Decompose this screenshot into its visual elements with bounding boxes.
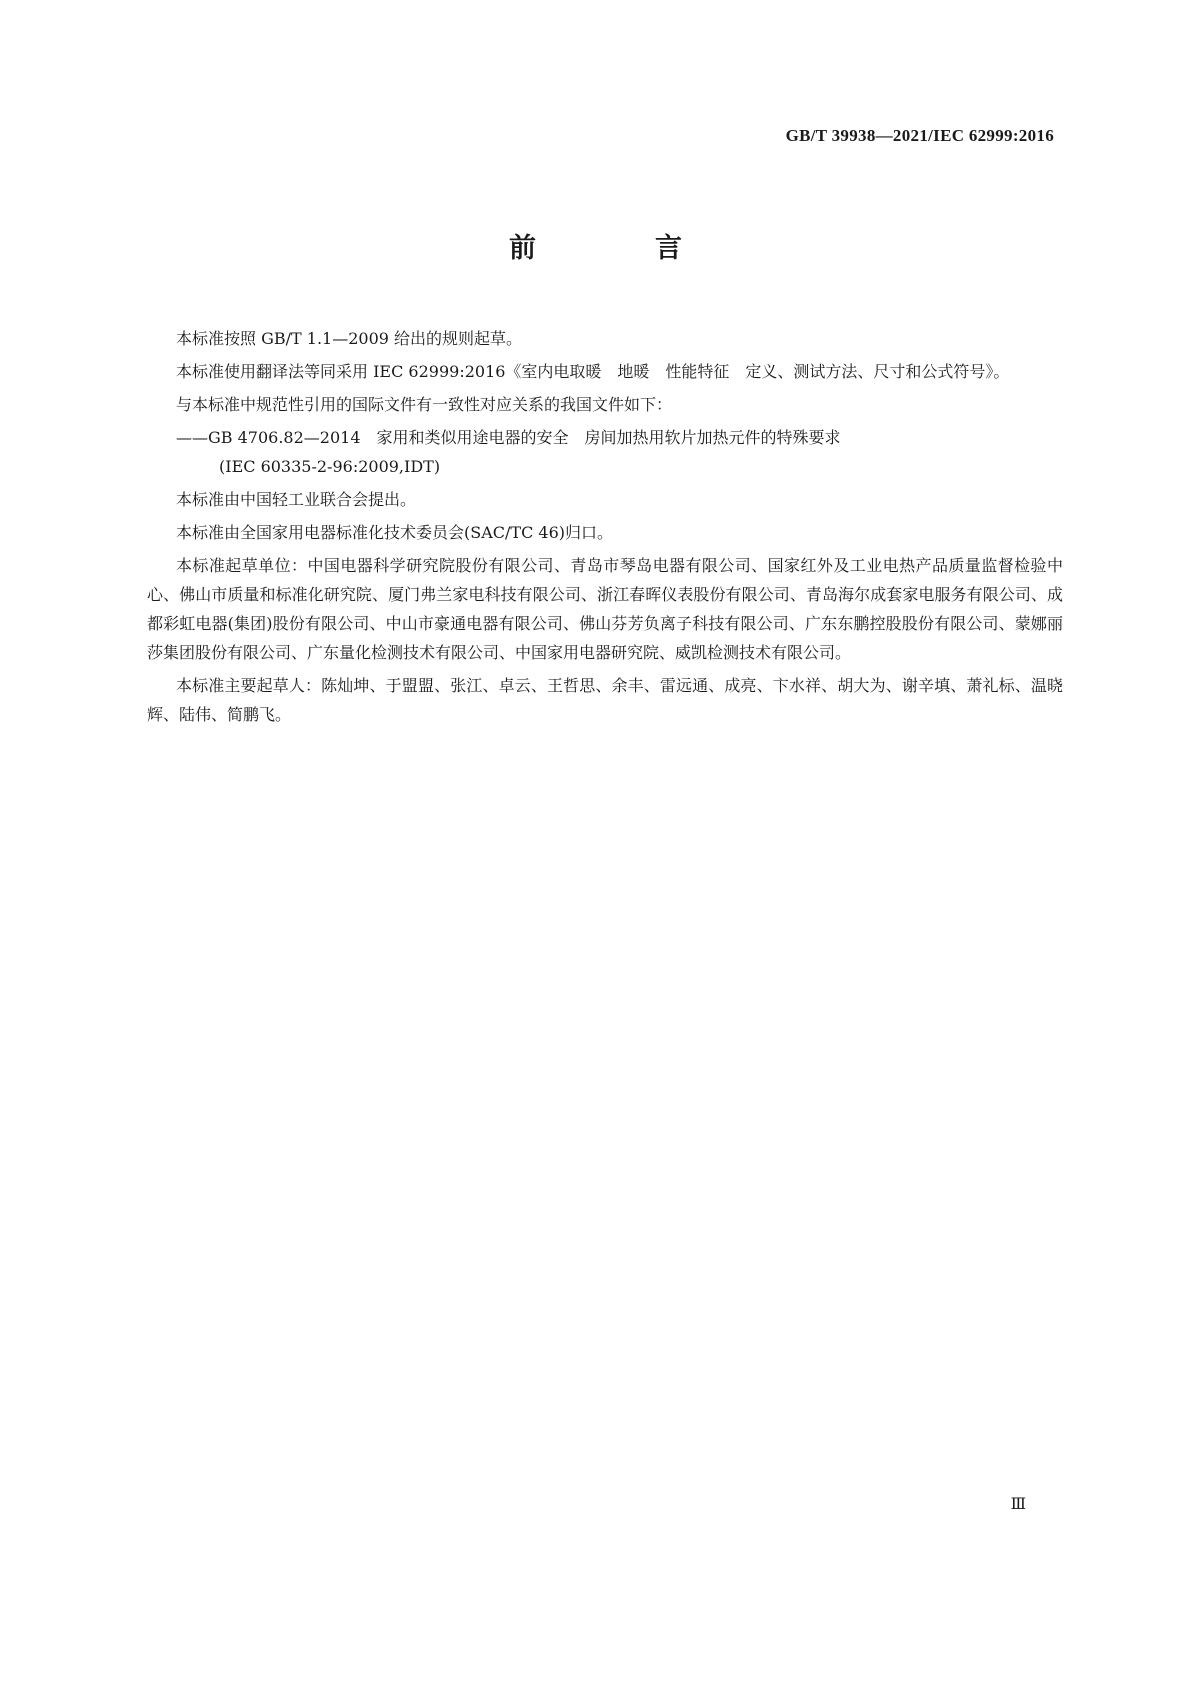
paragraph-drafting-rules: 本标准按照 GB/T 1.1—2009 给出的规则起草。 (176, 329, 523, 348)
list-item: ——GB 4706.82—2014 家用和类似用途电器的安全 房间加热用软片加热元件的特殊要求 (176, 428, 841, 447)
paragraph-drafting-units: 本标准起草单位：中国电器科学研究院股份有限公司、青岛市琴岛电器有限公司、国家红外及工业电热产品质量监督检验中心、佛山市质量和标准化研究院、厦门弗兰家电科技有限公司、浙江春晖仪表股份有限公司、青岛海尔成套家电服务有限公司、成都彩虹电器(集团)股份有限公司、中山市豪通电器有限公司、佛山芬芳负离子科技有限公司、广东东鹏控股股份有限公司、蒙娜丽莎集团股份有限公司、广东量化检测技术有限公司、中国家用电器研究院、威凯检测技术有限公司。 (147, 556, 1063, 662)
foreword-body (147, 324, 1063, 733)
list-item-continuation: (IEC 60335-2-96:2009,IDT) (219, 457, 441, 476)
paragraph-normative-refs: 与本标准中规范性引用的国际文件有一致性对应关系的我国文件如下： (176, 395, 673, 414)
page-title: 前 言 (509, 233, 728, 264)
standard-code: GB/T 39938—2021/IEC 62999:2016 (785, 126, 1054, 145)
paragraph-adoption: 本标准使用翻译法等同采用 IEC 62999:2016《室内电取暖 地暖 性能特征 定义、测试方法、尺寸和公式符号》。 (176, 362, 1010, 381)
paragraph-committee: 本标准由全国家用电器标准化技术委员会(SAC/TC 46)归口。 (176, 523, 613, 542)
paragraph-drafters: 本标准主要起草人：陈灿坤、于盟盟、张江、卓云、王哲思、余丰、雷远通、成亮、卞水祥、胡大为、谢辛填、萧礼标、温晓辉、陆伟、简鹏飞。 (147, 676, 1063, 724)
page-number: Ⅲ (1010, 1496, 1026, 1513)
paragraph-proposer: 本标准由中国轻工业联合会提出。 (176, 490, 417, 509)
